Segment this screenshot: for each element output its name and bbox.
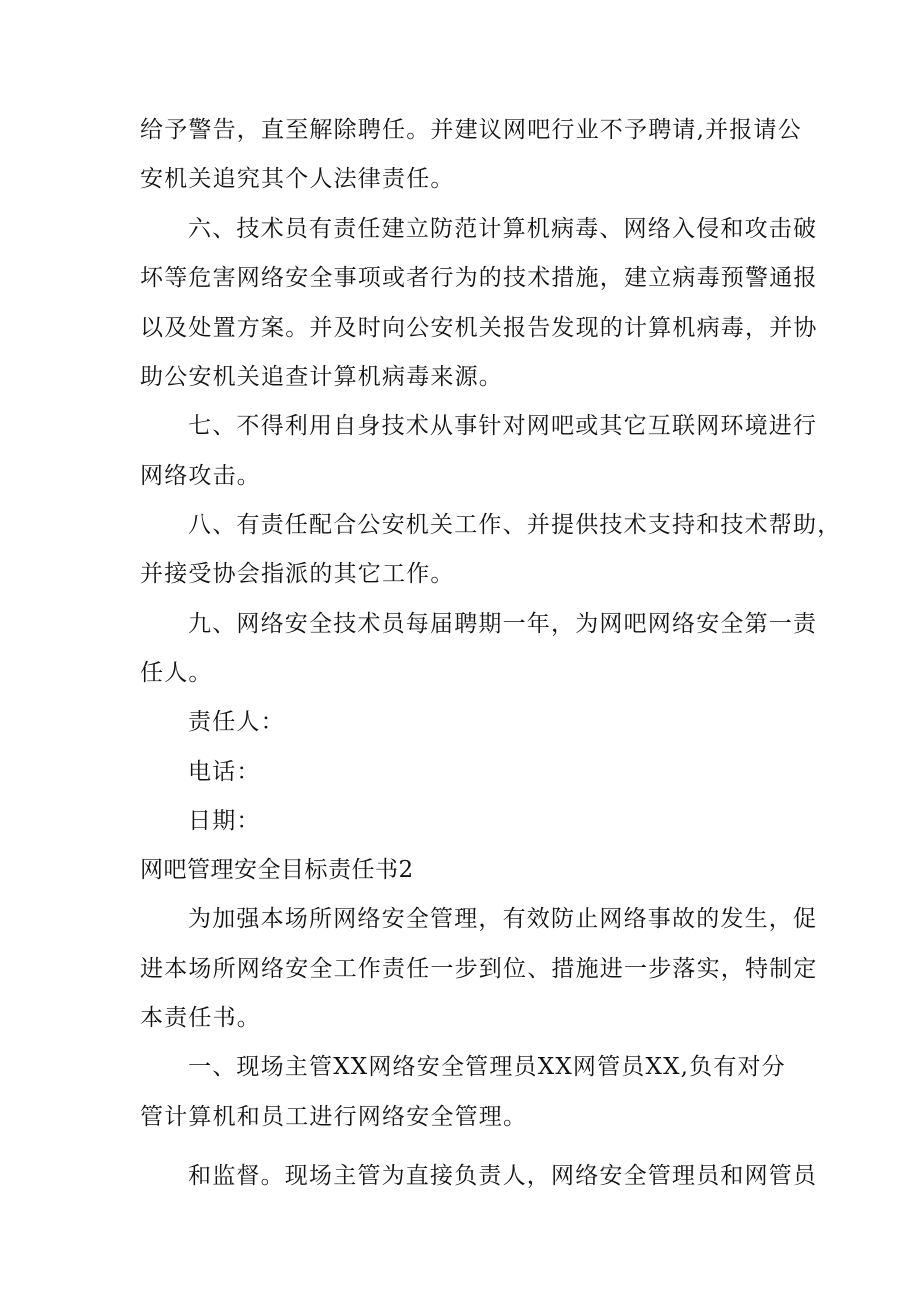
date-label: 日期： (188, 808, 261, 834)
text-line: 并接受协会指派的其它工作。 (140, 561, 455, 587)
text-line: 管计算机和员工进行网络安全管理。 (140, 1104, 528, 1130)
text-line: 网络攻击。 (140, 463, 261, 489)
text-line: 和监督。现场主管为直接负责人，网络安全管理员和网管员 (188, 1163, 818, 1189)
text-line: 坏等危害网络安全事项或者行为的技术措施，建立病毒预警通报 (140, 265, 818, 291)
responsible-person-label: 责任人： (188, 709, 285, 735)
text-line: 进本场所网络安全工作责任一步到位、措施进一步落实，特制定 (140, 956, 818, 982)
paragraph-nine-line: 九、网络安全技术员每届聘期一年，为网吧网络安全第一责 (188, 611, 818, 637)
section-title: 网吧管理安全目标责任书2 (140, 857, 414, 883)
text-line: 任人。 (140, 660, 213, 686)
text-line: 本责任书。 (140, 1005, 261, 1031)
paragraph-seven-line: 七、不得利用自身技术从事针对网吧或其它互联网环境进行 (188, 413, 818, 439)
paragraph-one-line: 一、现场主管XX网络安全管理员XX网管员XX,负有对分 (188, 1054, 786, 1080)
text-line: 给予警告，直至解除聘任。并建议网吧行业不予聘请,并报请公 (140, 117, 802, 143)
text-line: 以及处置方案。并及时向公安机关报告发现的计算机病毒，并协 (140, 315, 818, 341)
paragraph-six-line: 六、技术员有责任建立防范计算机病毒、网络入侵和攻击破 (188, 216, 818, 242)
intro-paragraph-line: 为加强本场所网络安全管理，有效防止网络事故的发生，促 (188, 906, 818, 932)
paragraph-eight-line: 八、有责任配合公安机关工作、并提供技术支持和技术帮助， (188, 512, 842, 538)
text-line: 安机关追究其个人法律责任。 (140, 166, 455, 192)
phone-label: 电话： (188, 759, 261, 785)
text-line: 助公安机关追查计算机病毒来源。 (140, 364, 503, 390)
